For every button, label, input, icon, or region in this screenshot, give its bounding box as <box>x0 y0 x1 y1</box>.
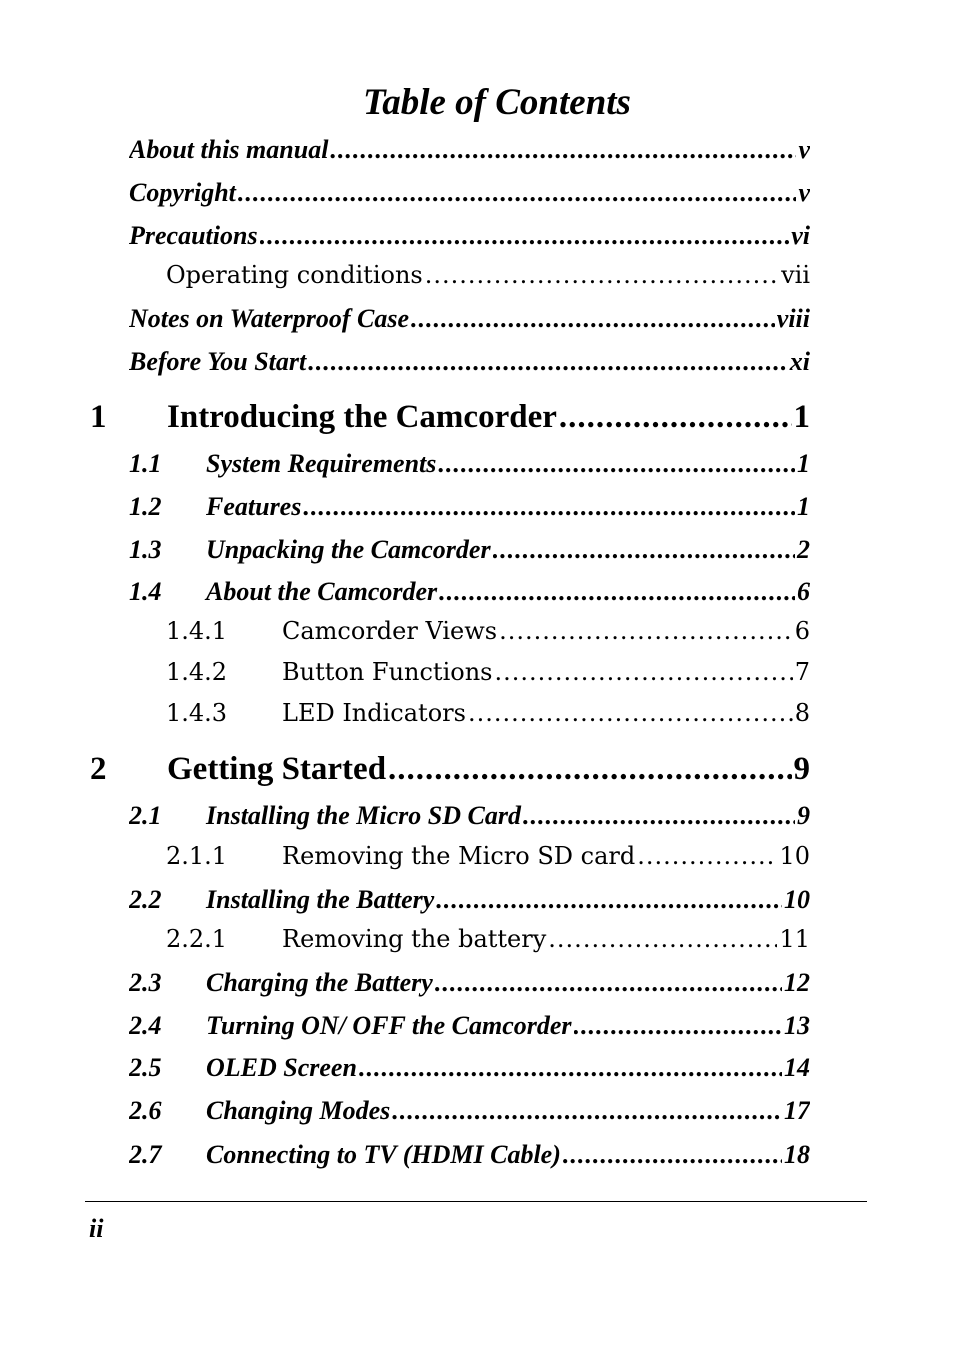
page-title: Table of Contents <box>363 82 631 123</box>
dot-leader <box>439 577 795 607</box>
toc-entry-waterproof-case[interactable] <box>129 304 810 334</box>
section-page: 1 <box>797 449 810 478</box>
section-number: 2.3 <box>129 968 162 997</box>
dot-leader <box>499 616 793 646</box>
chapter-label: Getting Started <box>167 751 387 787</box>
section-page: 1 <box>797 492 810 521</box>
dot-leader <box>388 750 791 788</box>
footer-rule <box>85 1201 867 1202</box>
toc-section-2-6[interactable] <box>129 1096 810 1126</box>
subsection-page: 8 <box>794 699 810 727</box>
toc-section-2-4[interactable] <box>129 1011 810 1041</box>
section-number: 2.1 <box>129 801 162 830</box>
subsection-label: Button Functions <box>282 658 493 686</box>
section-page: 13 <box>784 1011 810 1040</box>
dot-leader <box>411 304 775 334</box>
section-page: 12 <box>784 968 810 997</box>
toc-subsection-2-1-1[interactable] <box>166 841 810 871</box>
entry-label: Before You Start <box>129 347 307 376</box>
dot-leader <box>563 1140 782 1170</box>
toc-entry-precautions[interactable] <box>129 221 810 251</box>
entry-page: vi <box>791 221 810 250</box>
section-number: 1.3 <box>129 535 162 564</box>
toc-section-2-7[interactable] <box>129 1140 810 1170</box>
subsection-number: 2.2.1 <box>166 925 228 953</box>
section-page: 10 <box>784 885 810 914</box>
toc-section-1-2[interactable] <box>129 492 810 522</box>
dot-leader <box>468 698 793 728</box>
subsection-page: 10 <box>779 842 810 870</box>
dot-leader <box>559 398 792 436</box>
dot-leader <box>438 449 795 479</box>
entry-page: vii <box>781 261 810 289</box>
dot-leader <box>494 657 792 687</box>
toc-section-1-3[interactable] <box>129 535 810 565</box>
toc-section-2-3[interactable] <box>129 968 810 998</box>
dot-leader <box>308 347 788 377</box>
dot-leader <box>359 1053 782 1083</box>
toc-section-1-1[interactable] <box>129 449 810 479</box>
section-page: 6 <box>797 577 810 606</box>
subsection-label: LED Indicators <box>282 699 466 727</box>
section-label: Unpacking the Camcorder <box>206 535 491 564</box>
dot-leader <box>637 841 777 871</box>
dot-leader <box>548 924 777 954</box>
subsection-page: 7 <box>794 658 810 686</box>
dot-leader <box>392 1096 782 1126</box>
section-number: 2.2 <box>129 885 162 914</box>
toc-entry-before-you-start[interactable] <box>129 347 810 377</box>
entry-label: Notes on Waterproof Case <box>129 304 409 333</box>
subsection-label: Removing the Micro SD card <box>282 842 636 870</box>
subsection-number: 1.4.2 <box>166 658 228 686</box>
dot-leader <box>574 1011 782 1041</box>
chapter-label: Introducing the Camcorder <box>167 399 557 435</box>
toc-section-1-4[interactable] <box>129 577 810 607</box>
toc-chapter-1[interactable] <box>90 398 810 436</box>
section-label: Charging the Battery <box>206 968 433 997</box>
dot-leader <box>435 968 782 998</box>
chapter-number: 2 <box>90 751 107 787</box>
section-label: Installing the Battery <box>206 885 435 914</box>
chapter-number: 1 <box>90 399 107 435</box>
dot-leader <box>425 260 779 290</box>
dot-leader <box>493 535 795 565</box>
toc-entry-operating-conditions[interactable] <box>166 260 810 290</box>
toc-subsection-1-4-1[interactable] <box>166 616 810 646</box>
section-page: 9 <box>797 801 810 830</box>
toc-section-2-5[interactable] <box>129 1053 810 1083</box>
dot-leader <box>260 221 790 251</box>
toc-entry-copyright[interactable] <box>129 178 810 208</box>
section-label: Connecting to TV (HDMI Cable) <box>206 1140 561 1169</box>
dot-leader <box>303 492 795 522</box>
page-number: ii <box>89 1214 104 1243</box>
subsection-label: Camcorder Views <box>282 617 498 645</box>
section-number: 1.2 <box>129 492 162 521</box>
toc-subsection-2-2-1[interactable] <box>166 924 810 954</box>
section-number: 2.7 <box>129 1140 162 1169</box>
chapter-page: 9 <box>793 751 810 787</box>
entry-label: Precautions <box>129 221 258 250</box>
section-page: 14 <box>784 1053 810 1082</box>
section-number: 1.4 <box>129 577 162 606</box>
toc-section-2-2[interactable] <box>129 885 810 915</box>
toc-entry-about-manual[interactable] <box>129 135 810 165</box>
section-label: System Requirements <box>206 449 437 478</box>
section-page: 17 <box>784 1096 810 1125</box>
subsection-number: 2.1.1 <box>166 842 228 870</box>
subsection-label: Removing the battery <box>282 925 547 953</box>
entry-page: xi <box>789 347 810 376</box>
subsection-number: 1.4.1 <box>166 617 228 645</box>
dot-leader <box>330 135 796 165</box>
section-label: Turning ON/ OFF the Camcorder <box>206 1011 572 1040</box>
dot-leader <box>436 885 782 915</box>
subsection-page: 6 <box>794 617 810 645</box>
subsection-page: 11 <box>779 925 810 953</box>
dot-leader <box>523 801 795 831</box>
entry-label: Copyright <box>129 178 236 207</box>
subsection-number: 1.4.3 <box>166 699 228 727</box>
entry-label: Operating conditions <box>166 261 423 289</box>
section-number: 2.5 <box>129 1053 162 1082</box>
entry-page: v <box>798 135 810 164</box>
section-page: 18 <box>784 1140 810 1169</box>
section-page: 2 <box>797 535 810 564</box>
section-label: Changing Modes <box>206 1096 391 1125</box>
section-label: Features <box>206 492 302 521</box>
toc-chapter-2[interactable] <box>90 750 810 788</box>
section-number: 2.4 <box>129 1011 162 1040</box>
section-label: OLED Screen <box>206 1053 357 1082</box>
entry-label: About this manual <box>129 135 329 164</box>
toc-section-2-1[interactable] <box>129 801 810 831</box>
section-label: Installing the Micro SD Card <box>206 801 521 830</box>
section-number: 1.1 <box>129 449 162 478</box>
section-label: About the Camcorder <box>206 577 438 606</box>
entry-page: v <box>798 178 810 207</box>
dot-leader <box>238 178 797 208</box>
toc-subsection-1-4-3[interactable] <box>166 698 810 728</box>
entry-page: viii <box>776 304 810 333</box>
section-number: 2.6 <box>129 1096 162 1125</box>
toc-subsection-1-4-2[interactable] <box>166 657 810 687</box>
chapter-page: 1 <box>793 399 810 435</box>
